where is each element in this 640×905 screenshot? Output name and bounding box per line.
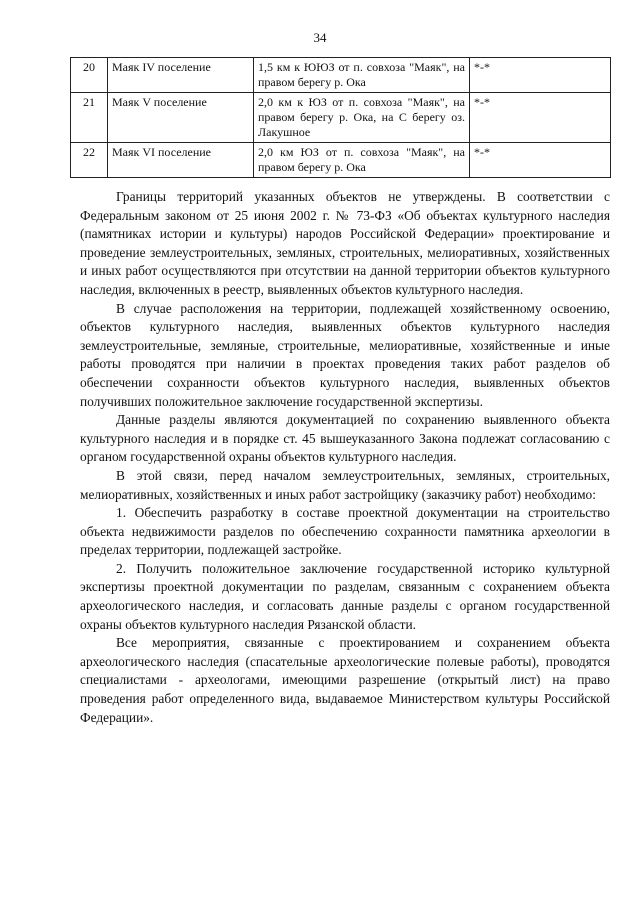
heritage-sites-table [70,57,611,178]
paragraph-specialists: Все мероприятия, связанные с проектированием и сохранением объекта археологического наследия (спасательные археологические полевые работы), проводятся специалистами - археологами, имеющими разрешение (открытый лист) на право проведения работ определенного вида, выдаваемое Министерством культуры Российской Федерации». [80,635,610,725]
site-name: Маяк VI поселение [108,143,254,178]
paragraph-developer-requirements: В этой связи, перед началом землеустроительных, земляных, строительных, мелиоративных, хозяйственных и иных работ застройщику (заказчику работ) необходимо: [80,467,610,502]
site-name: Маяк IV поселение [108,58,254,93]
paragraph-boundaries: Границы территорий указанных объектов не утверждены. В соответствии с Федеральным законом от 25 июня 2002 г. № 73-ФЗ «Об объектах культурного наследия (памятниках истории и культуры) народов Российской Федерации» проектирование и проведение землеустроительных, земляных, строительных, мелиоративных, хозяйственных и иных работ осуществляются при отсутствии на данной территории объектов культурного наследия, включенных в реестр, выявленных объектов культурного наследия. [80,189,610,297]
body-text [80,188,610,727]
site-note: *-* [470,143,611,178]
row-number: 22 [71,143,108,178]
row-number: 20 [71,58,108,93]
list-item-2: 2. Получить положительное заключение государственной историко культурной экспертизы проектной документации по разделам, связанным с сохранением объекта археологического наследия, и согласовать данные разделы с органом государственной охраны объектов культурного наследия Рязанской области. [80,560,610,632]
page-number: 34 [313,30,327,45]
list-item-1: 1. Обеспечить разработку в составе проектной документации на строительство объекта недвижимости разделов по обеспечению сохранности памятника археологии в пределах территории, подлежащей застройке. [80,505,610,558]
site-note: *-* [470,58,611,93]
site-location: 2,0 км ЮЗ от п. совхоза "Маяк", на правом берегу р. Ока [254,143,470,178]
row-number: 21 [71,93,108,143]
site-location: 2,0 км к ЮЗ от п. совхоза "Маяк", на правом берегу р. Ока, на С берегу оз. Лакушное [254,93,470,143]
site-note: *-* [470,93,611,143]
table-row [71,93,611,143]
table-row [71,58,611,93]
site-location: 1,5 км к ЮЮЗ от п. совхоза "Маяк", на правом берегу р. Ока [254,58,470,93]
table-row [71,143,611,178]
paragraph-development-case: В случае расположения на территории, подлежащей хозяйственному освоению, объектов культурного наследия, выявленных объектов культурного наследия землеустроительные, земляные, строительные, мелиоративные, хозяйственные и иные работы проводятся при наличии в проектах проведения таких работ разделов об обеспечении сохранности объектов культурного наследия, выявленных объектов получивших положительное заключение государственной экспертизы. [80,300,610,409]
site-name: Маяк V поселение [108,93,254,143]
paragraph-documentation: Данные разделы являются документацией по сохранению выявленного объекта культурного наследия и в порядке ст. 45 вышеуказанного Закона подлежат согласованию с органом государственной охраны объектов культурного наследия. [80,412,610,465]
